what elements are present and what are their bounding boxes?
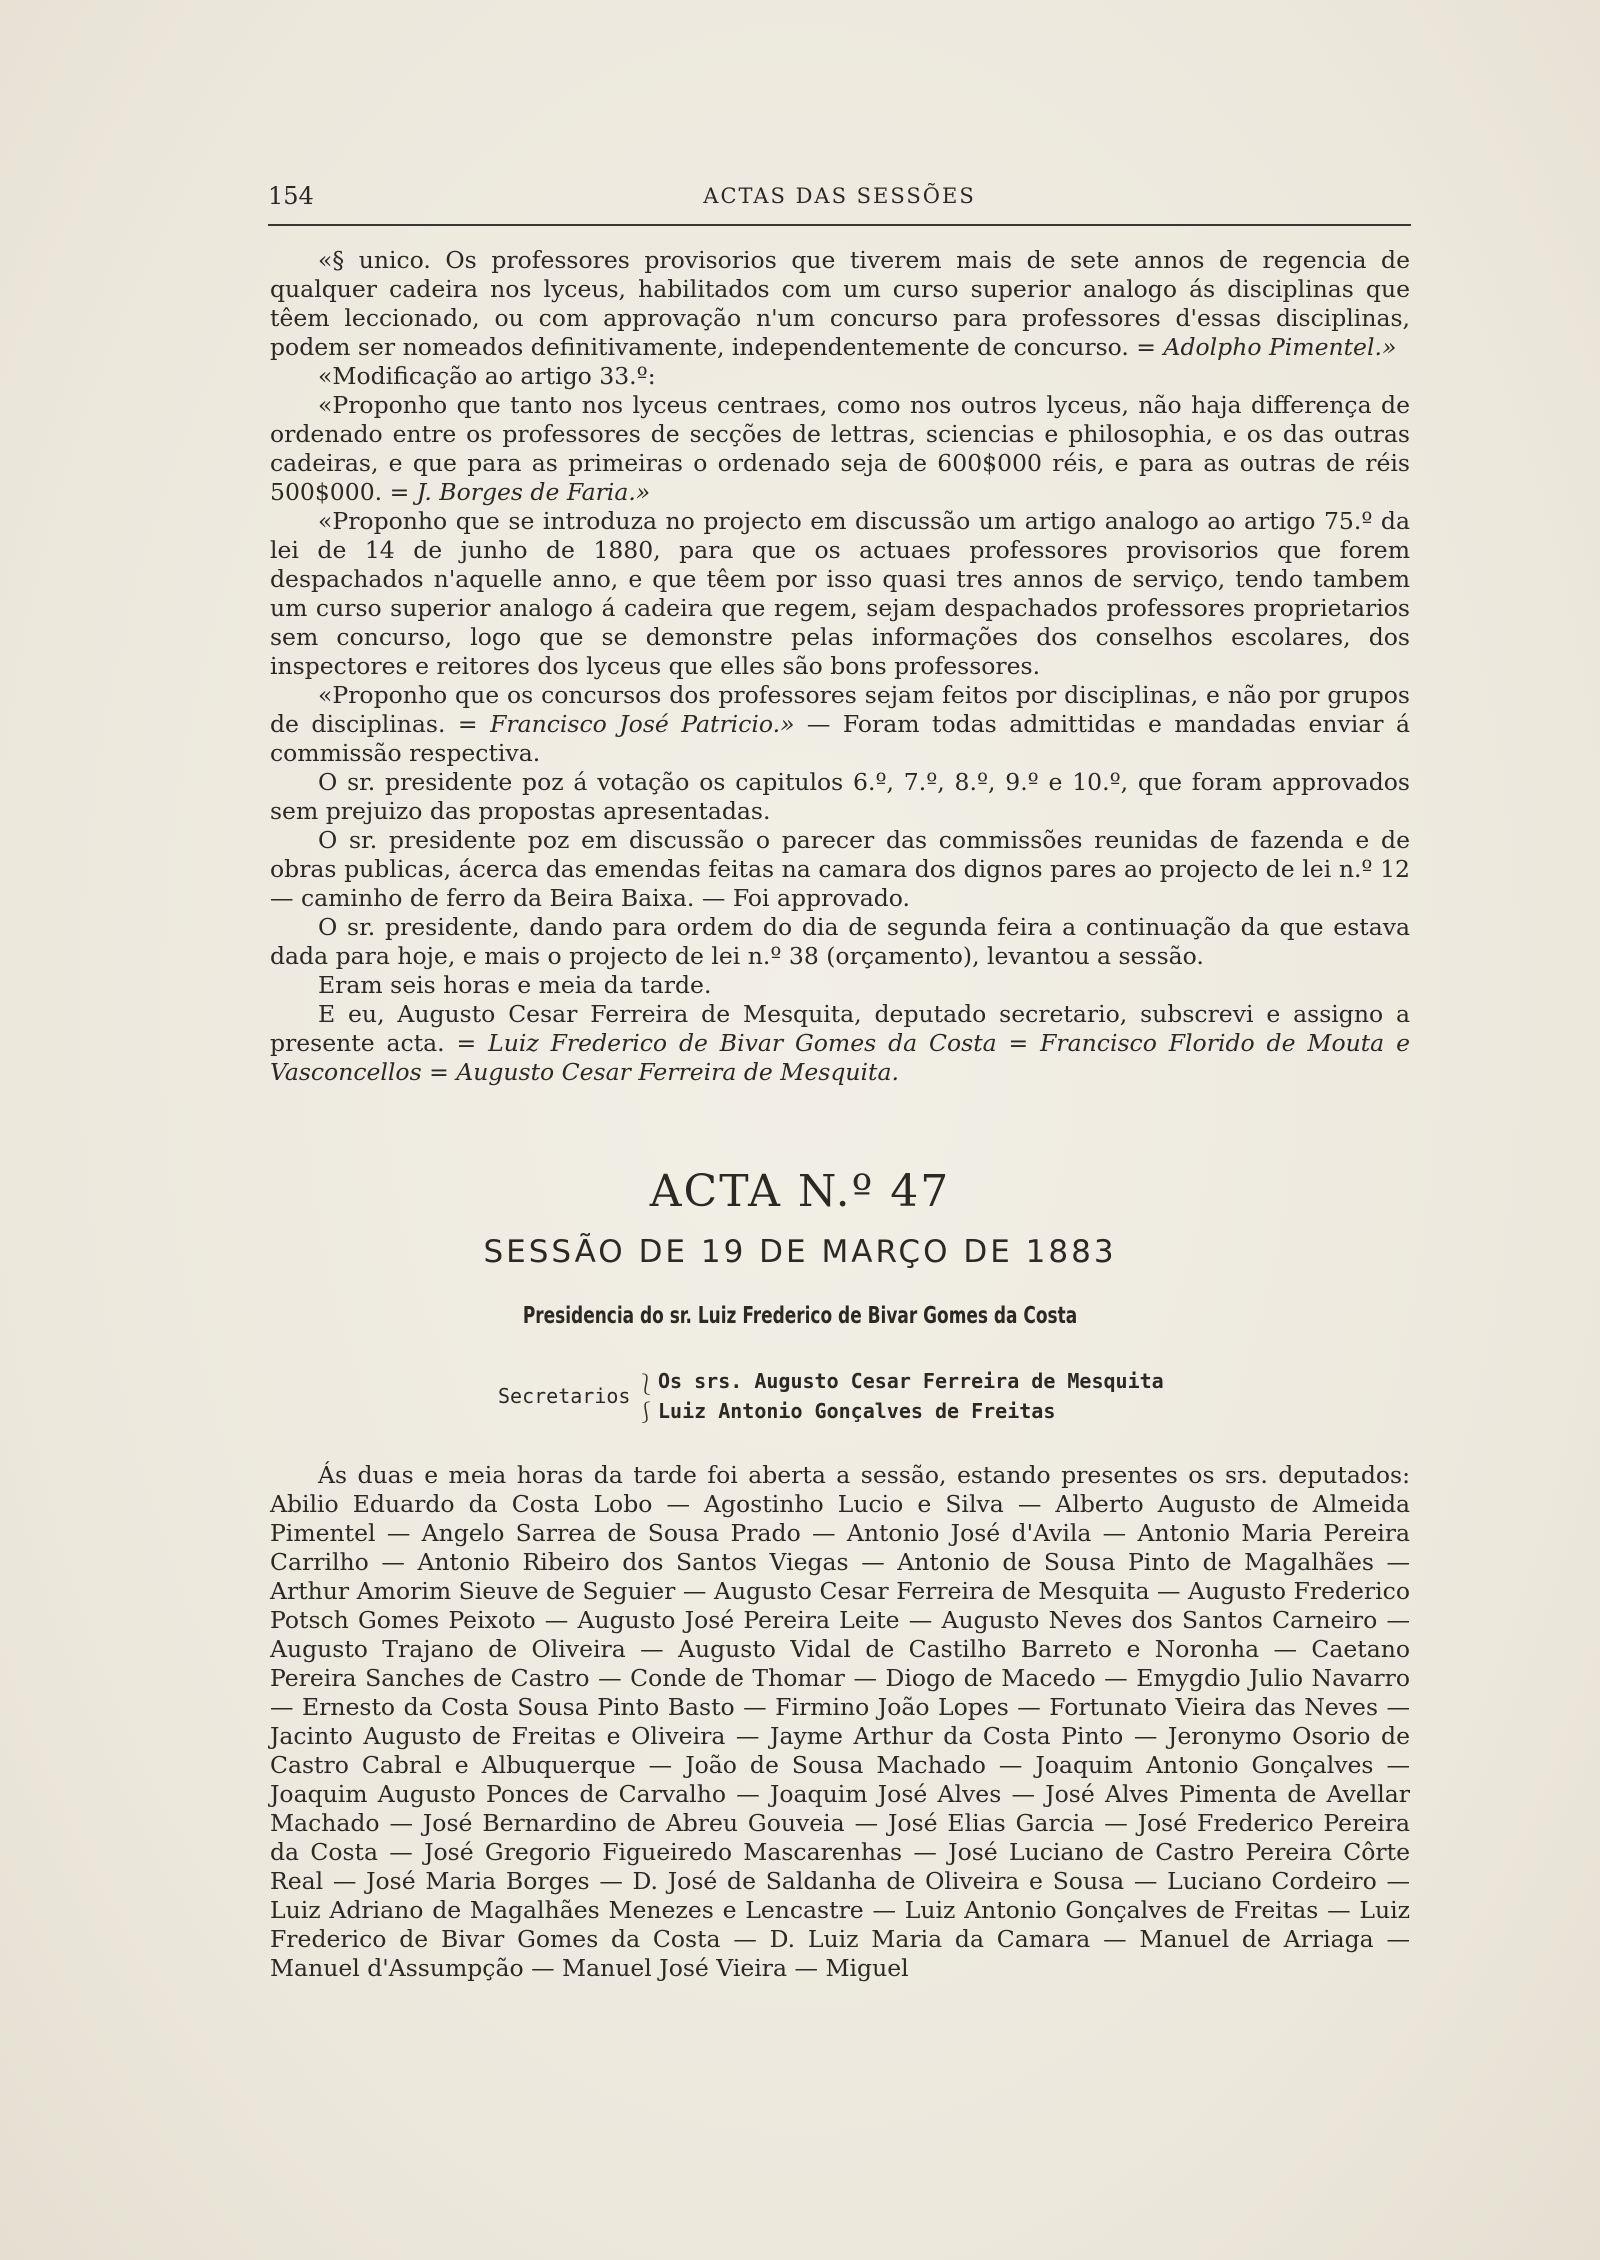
secretary-name: Os srs. Augusto Cesar Ferreira de Mesquita (658, 1369, 1164, 1393)
session-heading: SESSÃO DE 19 DE MARÇO DE 1883 (483, 1234, 1117, 1270)
secretaries-block (498, 1366, 1218, 1426)
paragraph: «Modificação ao artigo 33.º: (318, 362, 656, 390)
paragraph: O sr. presidente poz á votação os capitulos 6.º, 7.º, 8.º, 9.º e 10.º, que foram approvados sem prejuizo das propostas apresentadas. (270, 768, 1410, 825)
signature: Luiz Frederico de Bivar Gomes da Costa = Francisco Florido de Mouta e Vasconcellos = Augusto Cesar Ferreira de Mesquita. (270, 1029, 1410, 1086)
paragraph: «§ unico. Os professores provisorios que tiverem mais de sete annos de regencia de qualquer cadeira nos lyceus, habilitados com um curso superior analogo ás disciplinas que têem leccionado, ou com approvação n'um concurso para professores d'essas disciplinas, podem ser nomeados definitivamente, independentemente de concurso. = Adolpho Pimentel.» (270, 246, 1410, 361)
secretaries-names (658, 1366, 1164, 1426)
acta-title: ACTA N.º 47 (649, 1166, 951, 1217)
minutes-text-block (270, 246, 1410, 1087)
signature: Adolpho Pimentel.» (1163, 333, 1397, 361)
page-number: 154 (268, 182, 314, 210)
signature: Francisco José Patricio.» (490, 710, 795, 738)
secretaries-label: Secretarios (498, 1384, 631, 1408)
attendance-text-block (270, 1461, 1410, 1983)
brace-icon: ⎱ ⎰ (636, 1372, 656, 1424)
paragraph: Ás duas e meia horas da tarde foi aberta a sessão, estando presentes os srs. deputados: Abilio Eduardo da Costa Lobo — Agostinho Lucio e Silva — Alberto Augusto de Almeida Pimentel — Angelo Sarrea de Sousa Prado — Antonio José d'Avila — Antonio Maria Pereira Carrilho — Antonio Ribeiro dos Santos Viegas — Antonio de Sousa Pinto de Magalhães — Arthur Amorim Sieuve de Seguier — Augusto Cesar Ferreira de Mesquita — Augusto Frederico Potsch Gomes Peixoto — Augusto José Pereira Leite — Augusto Neves dos Santos Carneiro — Augusto Trajano de Oliveira — Augusto Vidal de Castilho Barreto e Noronha — Caetano Pereira Sanches de Castro — Conde de Thomar — Diogo de Macedo — Emygdio Julio Navarro — Ernesto da Costa Sousa Pinto Basto — Firmino João Lopes — Fortunato Vieira das Neves — Jacinto Augusto de Freitas e Oliveira — Jayme Arthur da Costa Pinto — Jeronymo Osorio de Castro Cabral e Albuquerque — João de Sousa Machado — Joaquim Antonio Gonçalves — Joaquim Augusto Ponces de Carvalho — Joaquim José Alves — José Alves Pimenta de Avellar Machado — José Bernardino de Abreu Gouveia — José Elias Garcia — José Frederico Pereira da Costa — José Gregorio Figueiredo Mascarenhas — José Luciano de Castro Pereira Côrte Real — José Maria Borges — D. José de Saldanha de Oliveira e Sousa — Luciano Cordeiro — Luiz Adriano de Magalhães Menezes e Lencastre — Luiz Antonio Gonçalves de Freitas — Luiz Frederico de Bivar Gomes da Costa — D. Luiz Maria da Camara — Manuel de Arriaga — Manuel d'Assumpção — Manuel José Vieira — Miguel (270, 1461, 1410, 1982)
running-title: ACTAS DAS SESSÕES (703, 184, 976, 208)
paragraph: «Proponho que tanto nos lyceus centraes, como nos outros lyceus, não haja differença de ordenado entre os professores de secções de lettras, sciencias e philosophia, e os das outras cadeiras, e que para as primeiras o ordenado seja de 600$000 réis, e para as outras de réis 500$000. = J. Borges de Faria.» (270, 391, 1410, 506)
paragraph: E eu, Augusto Cesar Ferreira de Mesquita, deputado secretario, subscrevi e assigno a presente acta. = Luiz Frederico de Bivar Gomes da Costa = Francisco Florido de Mouta e Vasconcellos = Augusto Cesar Ferreira de Mesquita. (270, 1000, 1410, 1086)
paragraph: «Proponho que se introduza no projecto em discussão um artigo analogo ao artigo 75.º da lei de 14 de junho de 1880, para que os actuaes professores provisorios que forem despachados n'aquelle anno, e que têem por isso quasi tres annos de serviço, tendo tambem um curso superior analogo á cadeira que regem, sejam despachados professores proprietarios sem concurso, logo que se demonstre pelas informações dos conselhos escolares, dos inspectores e reitores dos lyceus que elles são bons professores. (270, 507, 1410, 680)
paragraph: «Proponho que os concursos dos professores sejam feitos por disciplinas, e não por grupos de disciplinas. = Francisco José Patricio.» — Foram todas admittidas e mandadas enviar á commissão respectiva. (270, 681, 1410, 767)
page-header (268, 178, 1411, 226)
presidency-line: Presidencia do sr. Luiz Frederico de Bivar Gomes da Costa (522, 1303, 1078, 1329)
paragraph: O sr. presidente poz em discussão o parecer das commissões reunidas de fazenda e de obras publicas, ácerca das emendas feitas na camara dos dignos pares ao projecto de lei n.º 12 — caminho de ferro da Beira Baixa. — Foi approvado. (270, 826, 1410, 912)
paragraph: Eram seis horas e meia da tarde. (318, 971, 712, 999)
signature: J. Borges de Faria.» (416, 478, 651, 506)
secretary-name: Luiz Antonio Gonçalves de Freitas (658, 1399, 1056, 1423)
paragraph: O sr. presidente, dando para ordem do dia de segunda feira a continuação da que estava dada para hoje, e mais o projecto de lei n.º 38 (orçamento), levantou a sessão. (270, 913, 1410, 970)
